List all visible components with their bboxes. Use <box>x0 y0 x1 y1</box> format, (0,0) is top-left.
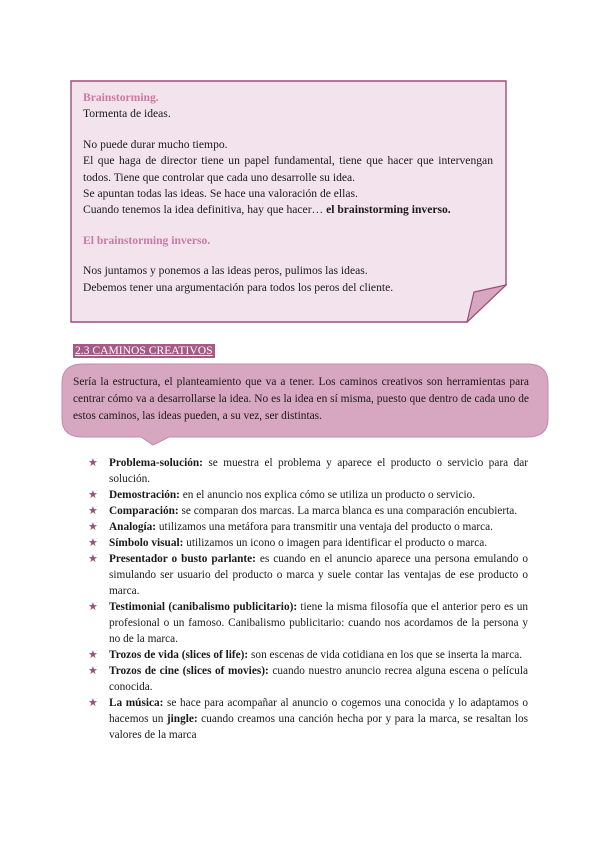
note-line: Tormenta de ideas. <box>83 107 171 121</box>
note-line: El que haga de director tiene un papel fundamental, tiene que hacer que intervengan todos. Tiene que controlar que cada uno desarrolle su idea. <box>83 154 493 184</box>
star-bullet-icon: ★ <box>88 489 98 501</box>
list-item: ★ Presentador o busto parlante: es cuando en el anuncio aparece una persona emulando o simulando ser usuario del producto o marca y suele contar las ventajas de ese producto o marca. <box>88 553 528 597</box>
star-bullet-icon: ★ <box>88 697 98 709</box>
star-bullet-icon: ★ <box>88 521 98 533</box>
inverse-brainstorming-heading: El brainstorming inverso. <box>83 233 211 247</box>
note-content <box>83 90 493 296</box>
brainstorming-heading: Brainstorming. <box>83 91 159 104</box>
definition-bubble <box>61 363 549 446</box>
brainstorming-note <box>70 80 507 323</box>
star-bullet-icon: ★ <box>88 553 98 565</box>
star-bullet-icon: ★ <box>88 649 98 661</box>
list-item: ★ La música: se hace para acompañar al anuncio o cogemos una conocida y lo adaptamos o hacemos un jingle: cuando creamos una canción hecha por y para la marca, se resaltan los valores de la marca <box>88 697 529 741</box>
note-line: Cuando tenemos la idea definitiva, hay que hacer… el brainstorming inverso. <box>83 203 451 217</box>
list-item: ★ Analogía: utilizamos una metáfora para transmitir una ventaja del producto o marca. <box>88 521 493 533</box>
list-item: ★ Testimonial (canibalismo publicitario): tiene la misma filosofía que el anterior pero es un profesional o un famoso. Canibalismo publicitario: cuando nos acordamos de la persona y no de la marca. <box>88 601 528 645</box>
note-line: Debemos tener una argumentación para todos los peros del cliente. <box>83 280 394 294</box>
list-item: ★ Trozos de vida (slices of life): son escenas de vida cotidiana en los que se inserta la marca. <box>88 649 523 661</box>
list-item: ★ Problema-solución: se muestra el problema y aparece el producto o servicio para dar solución. <box>88 457 528 485</box>
star-bullet-icon: ★ <box>88 537 98 549</box>
note-line: Se apuntan todas las ideas. Se hace una valoración de ellas. <box>83 187 358 201</box>
star-bullet-icon: ★ <box>88 505 98 517</box>
list-item: ★ Trozos de cine (slices of movies): cuando nuestro anuncio recrea alguna escena o película conocida. <box>88 665 528 693</box>
section-heading: 2.3 CAMINOS CREATIVOS <box>75 344 213 357</box>
list-item: ★ Comparación: se comparan dos marcas. La marca blanca es una comparación encubierta. <box>88 505 518 517</box>
note-line: Nos juntamos y ponemos a las ideas peros, pulimos las ideas. <box>83 264 368 278</box>
bold-phrase: el brainstorming inverso. <box>326 203 451 217</box>
star-bullet-icon: ★ <box>88 665 98 677</box>
star-bullet-icon: ★ <box>88 601 98 613</box>
bubble-text: Sería la estructura, el planteamiento que va a tener. Los caminos creativos son herramientas para centrar cómo va a desarrollarse la idea. No es la idea en sí misma, puesto que dentro de cada uno de estos caminos, las ideas pueden, a su vez, ser distintas. <box>73 376 529 422</box>
note-line: No puede durar mucho tiempo. <box>83 137 228 151</box>
list-item: ★ Símbolo visual: utilizamos un icono o imagen para identificar el producto o marca. <box>88 537 488 549</box>
list-item: ★ Demostración: en el anuncio nos explica cómo se utiliza un producto o servicio. <box>88 489 476 501</box>
star-bullet-icon: ★ <box>88 457 98 469</box>
creative-paths-list <box>88 455 528 743</box>
